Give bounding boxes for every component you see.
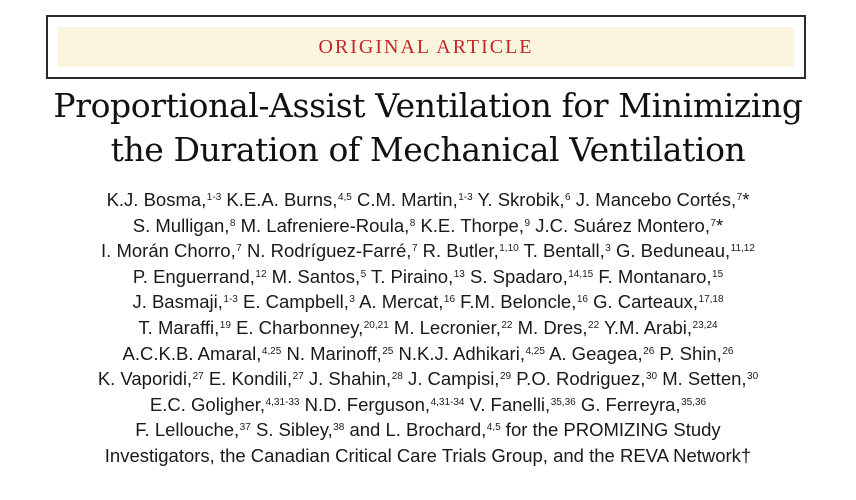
author-name (107, 189, 222, 210)
author-name (593, 291, 723, 312)
author-name (477, 189, 570, 210)
affiliation-superscript: 22 (588, 319, 600, 331)
author-name (305, 394, 465, 415)
author-name (243, 291, 355, 312)
author-name (272, 266, 367, 287)
affiliation-superscript: 35,36 (681, 396, 707, 408)
author-name-text: V. Fanelli, (469, 393, 551, 415)
author-name (460, 291, 588, 312)
author-name-text: N.K.J. Adhikari, (398, 342, 525, 364)
article-type-banner (46, 15, 806, 79)
affiliation-superscript: 5 (360, 268, 367, 280)
affiliation-superscript: 4,25 (261, 345, 282, 357)
affiliation-superscript: 28 (391, 371, 403, 383)
author-name-text: M. Setten, (662, 368, 747, 390)
author-name-text: S. Sibley, (255, 419, 333, 441)
author-name-text: Y. Skrobik, (477, 189, 565, 210)
author-line (0, 289, 856, 315)
affiliation-superscript: 12 (255, 268, 267, 280)
author-name (236, 317, 389, 338)
author-line (0, 366, 856, 392)
affiliation-superscript: 14,15 (568, 268, 594, 280)
author-name-text: J.C. Suárez Montero, (535, 214, 710, 236)
author-name-text: S. Mulligan, (132, 214, 230, 236)
author-name-text: K.J. Bosma, (106, 189, 207, 210)
author-name (241, 215, 416, 236)
author-name-text: N. Rodríguez-Farré, (246, 240, 412, 262)
author-name-text: F. Montanaro, (598, 265, 712, 287)
author-name (309, 368, 403, 389)
author-name (247, 240, 418, 261)
affiliation-superscript: 30 (645, 371, 658, 383)
affiliation-superscript: 1,10 (499, 243, 519, 255)
author-name (286, 343, 393, 364)
affiliation-superscript: 30 (747, 371, 759, 383)
author-name-text: P.O. Rodriguez, (516, 368, 646, 390)
article-title-line-2: the Duration of Mechanical Ventilation (110, 130, 746, 169)
affiliation-superscript: 3 (605, 243, 611, 255)
affiliation-superscript: 15 (712, 268, 724, 280)
author-line (0, 443, 856, 469)
author-name-text: E. Charbonney, (236, 316, 364, 338)
author-name-text: M. Lecronier, (393, 316, 501, 338)
affiliation-superscript: 13 (453, 268, 465, 280)
article-title (0, 84, 856, 172)
affiliation-superscript: 17,18 (698, 294, 724, 306)
affiliation-superscript: 37 (239, 422, 251, 434)
author-name-text: A.C.K.B. Amaral, (122, 342, 262, 364)
author-list (0, 187, 856, 469)
author-name (209, 368, 304, 389)
affiliation-superscript: 7 (710, 217, 717, 229)
author-line (0, 213, 856, 239)
affiliation-superscript: 1-3 (223, 294, 238, 306)
affiliation-superscript: 1-3 (206, 192, 222, 203)
author-line (0, 187, 856, 213)
affiliation-superscript: 7 (736, 192, 743, 203)
author-name-text: T. Piraino, (370, 265, 454, 287)
author-name-text: M. Lafreniere-Roula, (240, 214, 410, 236)
author-name-text: J. Basmaji, (132, 291, 223, 313)
author-name (516, 368, 657, 389)
affiliation-superscript: 8 (409, 217, 416, 229)
author-name (616, 240, 755, 261)
affiliation-superscript: 7 (236, 243, 242, 255)
author-line (0, 315, 856, 341)
author-name-text: E.C. Goligher, (149, 393, 266, 415)
author-name-text: G. Carteaux, (593, 291, 699, 313)
author-name-text: N. Marinoff, (286, 342, 382, 364)
affiliation-superscript: 7 (411, 243, 418, 255)
affiliation-superscript: 16 (443, 294, 456, 306)
author-name (518, 317, 600, 338)
author-name (524, 240, 611, 261)
author-name (357, 189, 473, 210)
affiliation-superscript: 25 (382, 345, 394, 357)
author-name (133, 266, 267, 287)
article-type-banner-fill (58, 27, 794, 67)
author-name-text: K.E.A. Burns, (226, 189, 338, 210)
author-name (659, 343, 733, 364)
author-name (470, 394, 576, 415)
author-line (0, 264, 856, 290)
affiliation-superscript: 20,21 (363, 319, 389, 331)
author-name (598, 266, 723, 287)
affiliation-superscript: 1-3 (458, 192, 473, 203)
author-name (371, 266, 465, 287)
author-name (394, 317, 513, 338)
author-name (138, 317, 231, 338)
author-name-text: and L. Brochard, (349, 419, 487, 441)
author-name (135, 419, 251, 440)
author-name-text: P. Shin, (659, 342, 722, 364)
author-line (0, 341, 856, 367)
author-name-text: I. Morán Chorro, (101, 240, 236, 262)
affiliation-superscript: 22 (501, 319, 513, 331)
author-line (0, 392, 856, 418)
affiliation-superscript: 29 (499, 371, 512, 383)
author-name (101, 240, 242, 261)
affiliation-superscript: 38 (333, 422, 345, 434)
affiliation-superscript: 4,31-33 (265, 396, 300, 408)
author-name-text: F.M. Beloncle, (460, 291, 577, 313)
author-name-text: S. Spadaro, (470, 265, 568, 287)
affiliation-superscript: 6 (565, 192, 571, 203)
author-line (0, 238, 856, 264)
author-name (470, 266, 593, 287)
author-name (359, 291, 455, 312)
affiliation-superscript: 19 (219, 319, 231, 331)
author-note: * (716, 214, 724, 236)
author-name-text: P. Enguerrand, (132, 265, 255, 287)
author-name (105, 445, 751, 466)
author-name-text: T. Bentall, (523, 240, 605, 262)
affiliation-superscript: 4,31-34 (430, 396, 465, 408)
author-name (98, 368, 204, 389)
affiliation-superscript: 26 (722, 345, 734, 357)
author-name-text: R. Butler, (422, 240, 499, 262)
affiliation-superscript: 3 (349, 294, 355, 306)
affiliation-superscript: 27 (192, 371, 204, 383)
author-name (576, 189, 750, 210)
author-note: * (742, 189, 750, 210)
author-name-text: Y.M. Arabi, (603, 316, 693, 338)
affiliation-superscript: 27 (292, 371, 304, 383)
article-title-line-1: Proportional-Assist Ventilation for Minimizing (53, 86, 803, 125)
author-name-text: K.E. Thorpe, (420, 214, 524, 236)
author-name-text: E. Kondili, (208, 368, 293, 390)
author-line (0, 417, 856, 443)
author-name (256, 419, 344, 440)
author-name-text: C.M. Martin, (356, 189, 458, 210)
author-name-text: E. Campbell, (243, 291, 349, 313)
author-name-text: Investigators, the Canadian Critical Care Trials Group, and the REVA Network† (104, 444, 752, 466)
author-name (150, 394, 300, 415)
author-name-text: T. Maraffi, (138, 316, 220, 338)
author-name (604, 317, 718, 338)
author-name (581, 394, 706, 415)
affiliation-superscript: 8 (229, 217, 236, 229)
author-name-text: F. Lellouche, (135, 419, 240, 441)
affiliation-superscript: 26 (643, 345, 655, 357)
author-name-text: G. Ferreyra, (580, 393, 681, 415)
author-name (549, 343, 654, 364)
author-name-text: M. Dres, (517, 316, 588, 338)
author-name (423, 240, 519, 261)
author-name (226, 189, 351, 210)
author-name (399, 343, 545, 364)
affiliation-superscript: 23,24 (692, 319, 718, 331)
author-name-text: A. Mercat, (359, 291, 444, 313)
author-name (408, 368, 511, 389)
affiliation-superscript: 4,5 (337, 192, 352, 203)
author-name-text: J. Campisi, (407, 368, 500, 390)
affiliation-superscript: 16 (576, 294, 588, 306)
author-note: for the PROMIZING Study (500, 419, 721, 441)
author-name-text: G. Beduneau, (615, 240, 731, 262)
author-name (662, 368, 758, 389)
affiliation-superscript: 11,12 (730, 243, 755, 255)
author-name-text: M. Santos, (271, 265, 361, 287)
author-name (132, 291, 237, 312)
affiliation-superscript: 4,5 (486, 422, 501, 434)
author-name-text: J. Shahin, (308, 368, 392, 390)
affiliation-superscript: 4,25 (525, 345, 545, 357)
author-name (123, 343, 282, 364)
affiliation-superscript: 35,36 (550, 396, 576, 408)
author-name (535, 215, 723, 236)
author-name-text: A. Geagea, (549, 342, 643, 364)
author-name-text: J. Mancebo Cortés, (575, 189, 737, 210)
author-name-text: N.D. Ferguson, (304, 393, 431, 415)
affiliation-superscript: 9 (524, 217, 531, 229)
author-name (349, 419, 720, 440)
author-name-text: K. Vaporidi, (97, 368, 193, 390)
author-name (420, 215, 530, 236)
article-type-label: ORIGINAL ARTICLE (318, 35, 534, 58)
author-name (133, 215, 236, 236)
